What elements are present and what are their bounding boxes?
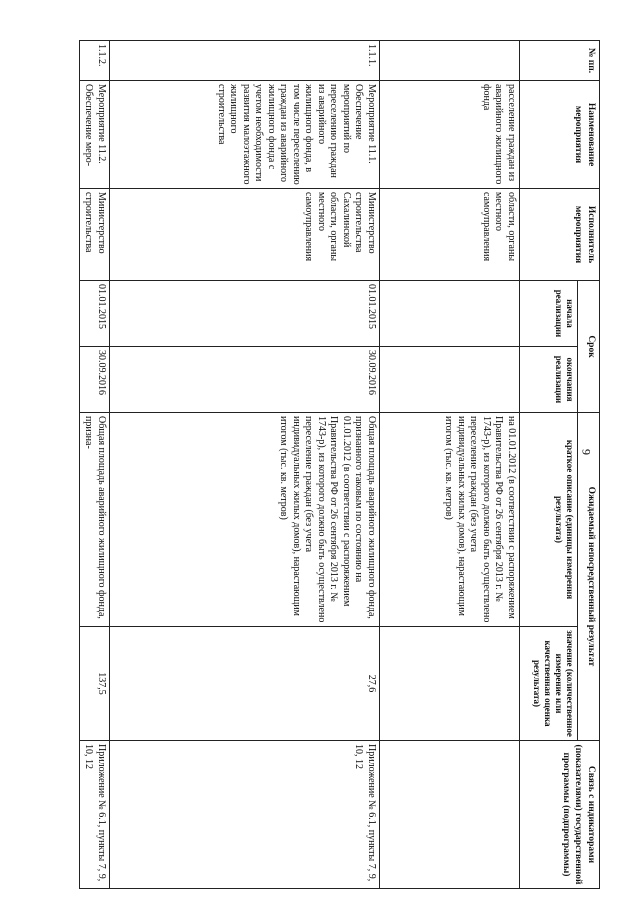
header-term: Срок — [578, 281, 600, 413]
cell-result-value — [380, 627, 520, 741]
header-row — [578, 41, 600, 889]
cell-result-desc: Общая площадь аварийного жилищного фонда, признанного таковым по состоянию на 01.01.2012 (в соответствии с распоряжением Правительства РФ от 26 сентября 2013 г. № 1743-р), из которого должно быть осуществлено переселение граждан (без учета индивидуальных жилых домов), нарастающим итогом (тыс. кв. метров) — [110, 413, 380, 627]
header-term-start: начала реализации — [520, 281, 578, 347]
header-executor: Исполнитель мероприятия — [520, 189, 600, 281]
header-num: № пп. — [520, 41, 600, 81]
table-row — [110, 41, 380, 889]
cell-executor: Министерство строительства — [80, 189, 110, 281]
header-result-value: значение (количественное измерение или качественная оценка результата) — [520, 627, 578, 741]
cell-start: 01.01.2015 — [110, 281, 380, 347]
cell-executor: области, органы местного самоуправления — [380, 189, 520, 281]
cell-num: 1.1.2. — [80, 41, 110, 81]
cell-num: 1.1.1. — [110, 41, 380, 81]
cell-end: 30.09.2016 — [110, 347, 380, 413]
cell-result-value: 137,5 — [80, 627, 110, 741]
program-measures-table — [79, 40, 600, 889]
header-term-end: окончания реализации — [520, 347, 578, 413]
cell-end — [380, 347, 520, 413]
header-name: Наименование мероприятия — [520, 81, 600, 189]
cell-name: расселение граждан из аварийного жилищного фонда — [380, 81, 520, 189]
cell-result-value: 27,6 — [110, 627, 380, 741]
header-link: Связь с индикаторами (показателями) государственной программы (подпрограммы) — [520, 741, 600, 889]
header-result-desc: краткое описание (единицы измерения результата) — [520, 413, 578, 627]
cell-name: Мероприятие 11.2. Обеспечение меро- — [80, 81, 110, 189]
cell-start: 01.01.2015 — [80, 281, 110, 347]
cell-result-desc: Общая площадь аварийного жилищного фонда, призна- — [80, 413, 110, 627]
cell-link — [380, 741, 520, 889]
cell-executor: Министерство строительства Сахалинской области, органы местного самоуправления — [110, 189, 380, 281]
cell-result-desc: на 01.01.2012 (в соответствии с распоряжением Правительства РФ от 26 сентября 2013 г. № 1743-р), из которого должно быть осуществлено переселение граждан (без учета индивидуальных жилых домов), нарастающим итогом (тыс. кв. метров) — [380, 413, 520, 627]
rotated-page-content — [80, 40, 600, 888]
cell-link: Приложение № 6.1, пункты 7, 9, 10, 12 — [110, 741, 380, 889]
cell-start — [380, 281, 520, 347]
table-row — [80, 41, 110, 889]
cell-end: 30.09.2016 — [80, 347, 110, 413]
page-number: 9 — [579, 449, 594, 455]
header-result: Ожидаемый непосредственный результат — [578, 413, 600, 741]
cell-num — [380, 41, 520, 81]
cell-name: Мероприятие 11.1. Обеспечение мероприятий по переселению граждан из аварийного жилищного фонда, в том числе переселению граждан из аварийного жилищного фонда с учетом необходимости развития малоэтажного жилищного строительства — [110, 81, 380, 189]
cell-link: Приложение № 6.1, пункты 7, 9, 10, 12 — [80, 741, 110, 889]
table-row — [380, 41, 520, 889]
